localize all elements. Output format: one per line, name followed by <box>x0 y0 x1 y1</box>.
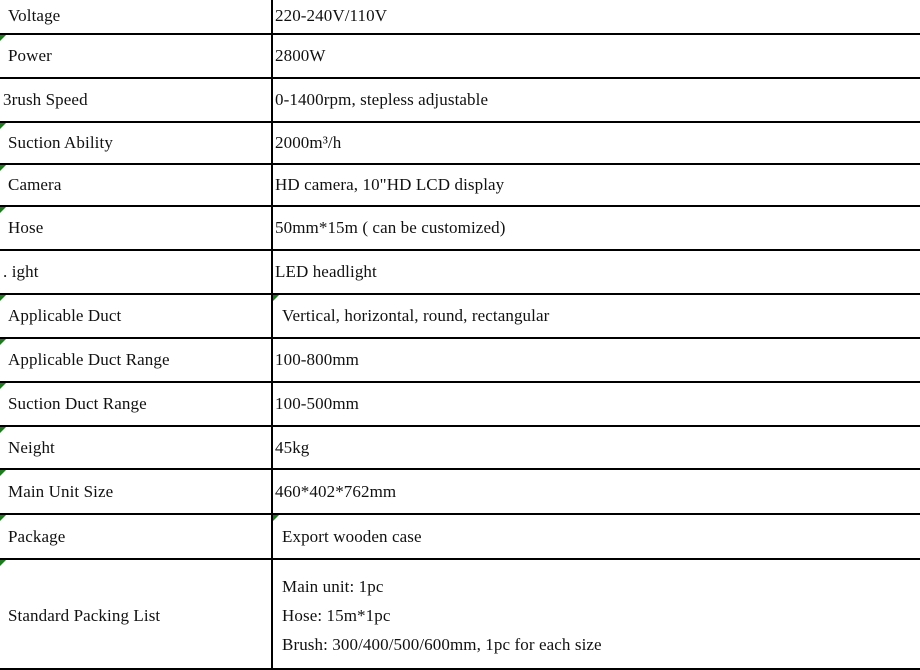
cell-marker-icon <box>0 339 6 345</box>
cell-marker-icon <box>273 295 279 301</box>
spec-label: Applicable Duct Range <box>8 350 170 369</box>
table-row <box>0 383 920 427</box>
cell-marker-icon <box>0 295 6 301</box>
spec-label: . ight <box>3 262 39 281</box>
spec-label: Suction Duct Range <box>8 394 147 413</box>
spec-label: Package <box>8 526 66 546</box>
table-row <box>0 207 920 251</box>
spec-value: LED headlight <box>275 262 377 281</box>
spec-value: 45kg <box>275 437 310 457</box>
spec-value: Export wooden case <box>282 526 422 546</box>
table-row <box>0 35 920 79</box>
spec-label: Camera <box>8 175 62 194</box>
table-row <box>0 0 920 35</box>
cell-marker-icon <box>273 515 279 521</box>
spec-value: 100-500mm <box>275 394 360 413</box>
spec-value: Vertical, horizontal, round, rectangular <box>282 306 550 325</box>
spec-label: Applicable Duct <box>8 306 122 325</box>
cell-marker-icon <box>0 515 6 521</box>
table-row <box>0 123 920 165</box>
table-row <box>0 251 920 295</box>
spec-label: Neight <box>8 437 55 457</box>
spec-label: Voltage <box>8 5 61 25</box>
cell-marker-icon <box>0 427 6 433</box>
spec-label: Standard Packing List <box>8 606 161 625</box>
cell-marker-icon <box>0 35 6 41</box>
table-row <box>0 515 920 560</box>
table-row <box>0 79 920 123</box>
spec-label: 3rush Speed <box>3 90 88 109</box>
spec-value: 2000m³/h <box>275 133 342 152</box>
spec-value: 2800W <box>275 46 326 65</box>
spec-value: 0-1400rpm, stepless adjustable <box>275 90 489 109</box>
spec-value: 220-240V/110V <box>275 5 388 25</box>
spec-value-list <box>282 564 920 668</box>
spec-label: Power <box>8 46 52 65</box>
table-row <box>0 165 920 207</box>
packing-item: Brush: 300/400/500/600mm, 1pc for each size <box>282 635 602 654</box>
column-divider <box>271 0 273 670</box>
cell-marker-icon <box>0 383 6 389</box>
cell-marker-icon <box>0 207 6 213</box>
table-row <box>0 560 920 670</box>
cell-marker-icon <box>0 470 6 476</box>
table-row <box>0 470 920 515</box>
spec-value: 460*402*762mm <box>275 481 397 501</box>
spec-value: HD camera, 10"HD LCD display <box>275 175 505 194</box>
spec-label: Hose <box>8 218 44 237</box>
spec-label: Main Unit Size <box>8 481 114 501</box>
spec-label: Suction Ability <box>8 133 113 152</box>
table-row <box>0 427 920 470</box>
packing-item: Main unit: 1pc <box>282 577 384 596</box>
table-row <box>0 339 920 383</box>
cell-marker-icon <box>0 165 6 171</box>
spec-value: 100-800mm <box>275 350 360 369</box>
cell-marker-icon <box>0 123 6 129</box>
spec-value: 50mm*15m ( can be customized) <box>275 218 506 237</box>
cell-marker-icon <box>0 560 6 566</box>
table-row <box>0 295 920 339</box>
packing-item: Hose: 15m*1pc <box>282 606 391 625</box>
